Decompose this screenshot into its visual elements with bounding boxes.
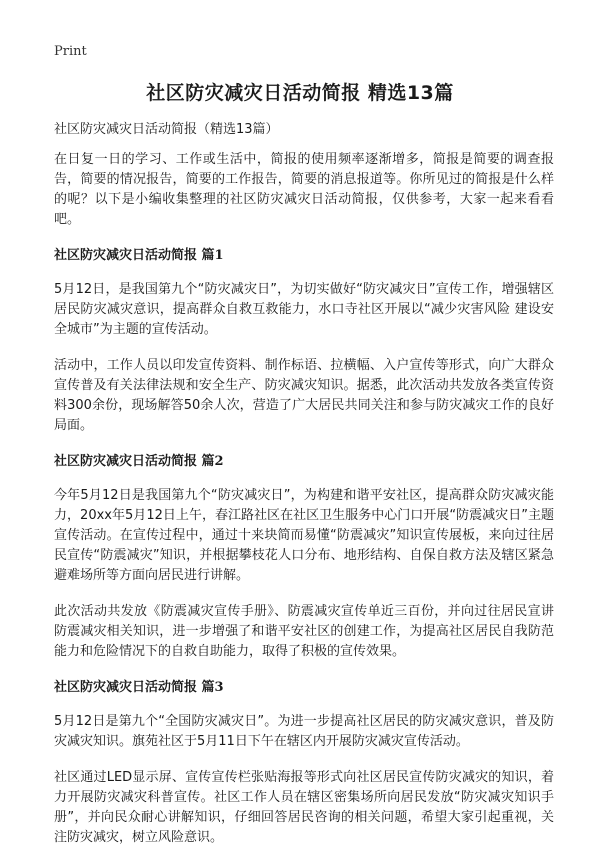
intro-paragraph: 在日复一日的学习、工作或生活中，简报的使用频率逐渐增多，简报是简要的调查报告，简要的情况报告，简要的工作报告，简要的消息报道等。你所见过的简报是什么样的呢？以下是小编收集整理的社区防灾减灾日活动简报，仅供参考，大家一起来看看吧。 xyxy=(54,152,554,227)
section-2-paragraph-1: 今年5月12日是我国第九个“防灾减灾日”，为构建和谐平安社区，提高群众防灾减灾能力，20xx年5月12日上午，春江路社区在社区卫生服务中心门口开展“防震减灾日”主题宣传活动。在宣传过程中，通过十来块简而易懂“防震减灾”知识宣传展板，来向过往居民宣传“防震减灾”知识，并根据攀枝花人口分布、地形结构、自保自救方法及辖区紧急避难场所等方面向居民进行讲解。 xyxy=(54,488,554,583)
section-1-paragraph-1: 5月12日，是我国第九个“防灾减灾日”，为切实做好“防灾减灾日”宣传工作，增强辖区居民防灾减灾意识，提高群众自救互救能力，水口寺社区开展以“减少灾害风险 建设安全城市”为主题的宣传活动。 xyxy=(54,282,554,337)
section-1-paragraph-2: 活动中，工作人员以印发宣传资料、制作标语、拉横幅、入户宣传等形式，向广大群众宣传普及有关法律法规和安全生产、防灾减灾知识。据悉，此次活动共发放各类宣传资料300余份，现场解答50余人次，营造了广大居民共同关注和参与防灾减灾工作的良好局面。 xyxy=(54,358,554,433)
article-subtitle: 社区防灾减灾日活动简报（精选13篇） xyxy=(54,122,279,137)
print-link[interactable]: Print xyxy=(54,44,87,59)
section-3-paragraph-2: 社区通过LED显示屏、宣传宣传栏张贴海报等形式向社区居民宣传防灾减灾的知识，着力开展防灾减灾科普宣传。社区工作人员在辖区密集场所向居民发放“防灾减灾知识手册”，并向民众耐心讲解知识，仔细回答居民咨询的相关问题，希望大家引起重视，关注防灾减灾，树立风险意识。 xyxy=(54,770,554,845)
section-2-paragraph-2: 此次活动共发放《防震减灾宣传手册》、防震减灾宣传单近三百份，并向过往居民宣讲防震减灾相关知识，进一步增强了和谐平安社区的创建工作，为提高社区居民自我防范能力和危险情况下的自救自助能力，取得了积极的宣传效果。 xyxy=(54,604,554,659)
section-heading-3: 社区防灾减灾日活动简报 篇3 xyxy=(54,680,224,695)
page-title: 社区防灾减灾日活动简报 精选13篇 xyxy=(146,82,454,104)
section-heading-1: 社区防灾减灾日活动简报 篇1 xyxy=(54,248,224,263)
section-3-paragraph-1: 5月12日是第九个“全国防灾减灾日”。为进一步提高社区居民的防灾减灾意识，普及防灾减灾知识。旗苑社区于5月11日下午在辖区内开展防灾减灾宣传活动。 xyxy=(54,714,554,749)
section-heading-2: 社区防灾减灾日活动简报 篇2 xyxy=(54,454,224,469)
article-body xyxy=(54,120,554,864)
